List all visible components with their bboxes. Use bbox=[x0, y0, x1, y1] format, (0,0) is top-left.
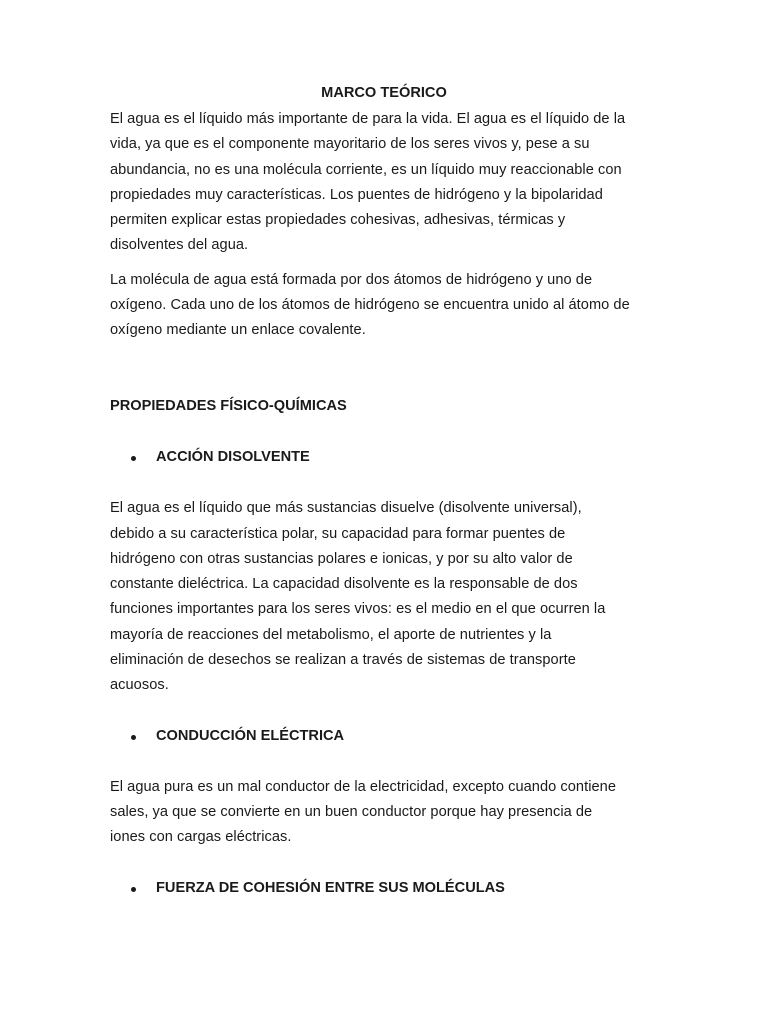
paragraph-1-line: permiten explicar estas propiedades cohesivas, adhesivas, térmicas y bbox=[110, 212, 566, 228]
paragraph-2-line: oxígeno. Cada uno de los átomos de hidrógeno se encuentra unido al átomo de bbox=[110, 297, 630, 313]
bullet-dot-icon bbox=[131, 735, 136, 740]
bullet-1-text-line: funciones importantes para los seres vivos: es el medio en el que ocurren la bbox=[110, 601, 606, 617]
bullet-2-text-line: iones con cargas eléctricas. bbox=[110, 829, 292, 845]
bullet-2-text-line: sales, ya que se convierte en un buen conductor porque hay presencia de bbox=[110, 804, 593, 820]
bullet-1-text-line: constante dieléctrica. La capacidad disolvente es la responsable de dos bbox=[110, 576, 578, 592]
bullet-dot-icon bbox=[131, 456, 136, 461]
bullet-heading-accion-disolvente: ACCIÓN DISOLVENTE bbox=[156, 449, 310, 465]
bullet-1-text-line: debido a su característica polar, su capacidad para formar puentes de bbox=[110, 526, 566, 542]
paragraph-1-line: El agua es el líquido más importante de para la vida. El agua es el líquido de la bbox=[110, 111, 626, 127]
bullet-1-text-line: eliminación de desechos se realizan a través de sistemas de transporte bbox=[110, 652, 576, 668]
bullet-dot-icon bbox=[131, 887, 136, 892]
paragraph-2-line: La molécula de agua está formada por dos átomos de hidrógeno y uno de bbox=[110, 272, 593, 288]
bullet-1-text-line: hidrógeno con otras sustancias polares e ionicas, y por su alto valor de bbox=[110, 551, 573, 567]
bullet-1-text-line: acuosos. bbox=[110, 677, 169, 693]
paragraph-1-line: abundancia, no es una molécula corriente, es un líquido muy reaccionable con bbox=[110, 162, 622, 178]
bullet-2-text-line: El agua pura es un mal conductor de la electricidad, excepto cuando contiene bbox=[110, 779, 616, 795]
paragraph-1-line: disolventes del agua. bbox=[110, 237, 249, 253]
document-title: MARCO TEÓRICO bbox=[321, 85, 447, 101]
bullet-heading-conduccion-electrica: CONDUCCIÓN ELÉCTRICA bbox=[156, 728, 345, 744]
section-heading: PROPIEDADES FÍSICO-QUÍMICAS bbox=[110, 398, 347, 414]
bullet-1-text-line: mayoría de reacciones del metabolismo, el aporte de nutrientes y la bbox=[110, 627, 552, 643]
paragraph-1-line: vida, ya que es el componente mayoritario de los seres vivos y, pese a su bbox=[110, 136, 590, 152]
bullet-heading-fuerza-cohesion: FUERZA DE COHESIÓN ENTRE SUS MOLÉCULAS bbox=[156, 880, 505, 896]
paragraph-2-line: oxígeno mediante un enlace covalente. bbox=[110, 322, 366, 338]
paragraph-1-line: propiedades muy características. Los puentes de hidrógeno y la bipolaridad bbox=[110, 187, 603, 203]
bullet-1-text-line: El agua es el líquido que más sustancias disuelve (disolvente universal), bbox=[110, 500, 582, 516]
